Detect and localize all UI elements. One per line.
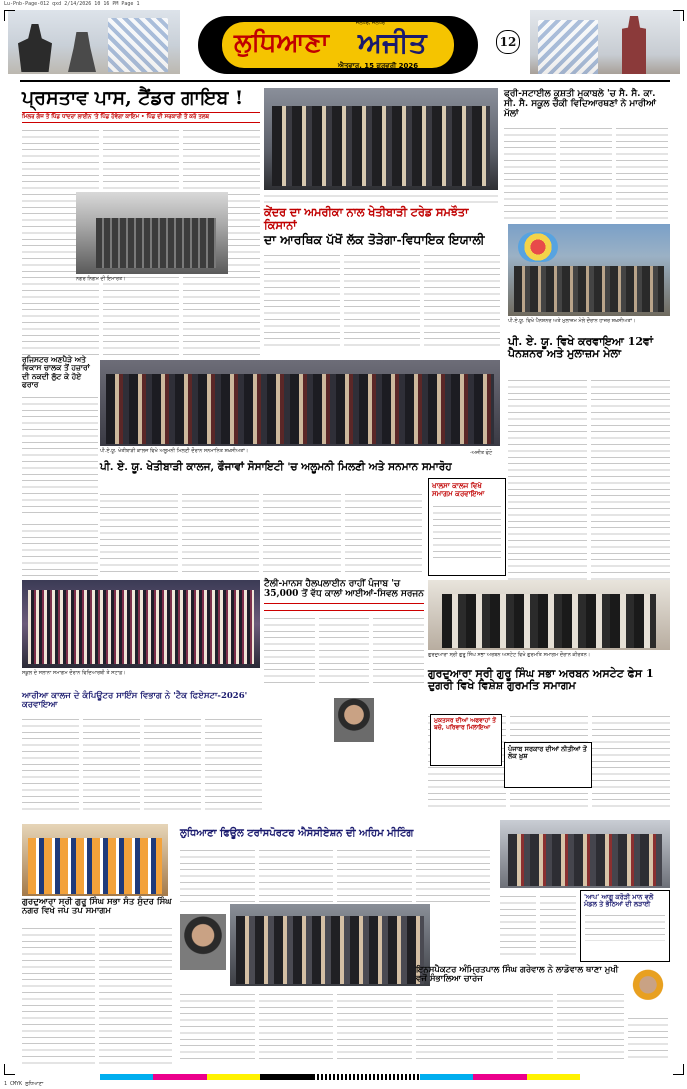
aap-box-headline: 'ਆਪ' ਆਗੂ ਕਰੋੜੀ ਮਾਨ ਵਲੋਂ ਮੰਡਲ ਤੇ ਭੱਠਿਆਂ ਦੀ ਲੜਾਈ [584, 893, 654, 909]
cyan-swatch [100, 1074, 153, 1080]
people-row [508, 834, 662, 886]
text-column [500, 892, 536, 960]
photo-credit: -ਅਜੀਤ ਫੋਟੋ [470, 450, 493, 456]
text-column [560, 124, 612, 224]
top-right-headline: ਫ੍ਰੀ-ਸਟਾਈਲ ਕੁਸ਼ਤੀ ਮੁਕਾਬਲੇ 'ਚ ਸੈ. ਸੈ. ਕਾ. ਸੀ. ਸੈ. ਸਕੂਲ ਚੌਕੀ ਵਿਦਿਆਰਥਣਾਂ ਨੇ ਮਾਰੀਆਂ ਮੱਲਾਂ [504, 89, 656, 119]
text-column [540, 892, 576, 960]
text-column [487, 990, 554, 1062]
small-box-story [430, 714, 502, 766]
fuel-meeting-headline: ਲੁਧਿਆਣਾ ਫਿਊਲ ਟਰਾਂਸਪੋਰਟਰ ਐਸੋਸੀਏਸ਼ਨ ਦੀ ਅਹਿਮ ਮੀਟਿੰਗ [180, 828, 414, 839]
people-row [236, 916, 424, 984]
fuel-meeting-body [180, 846, 490, 902]
robbery-headline: ਰਜਿਸਟਰ ਅਣਪੈੜੇ ਅਤੇ ਵਿਕਾਸ ਚਾਲਕ ਤੋਂ ਹਜ਼ਾਰਾਂ ਦੀ ਨਕਦੀ ਲੁੱਟ ਕੇ ਹੋਏ ਫਰਾਰ [22, 355, 90, 389]
gurdwara-shahid-body [22, 924, 172, 1064]
text-column [433, 502, 501, 562]
statue-silhouette [18, 24, 52, 72]
page-number: 12 [496, 30, 520, 54]
text-column [416, 990, 483, 1062]
text-column [616, 124, 668, 224]
text-column [182, 490, 260, 574]
text-column [373, 614, 424, 684]
pau-mela-photo [508, 224, 670, 316]
text-column [22, 715, 79, 815]
yellow-swatch [207, 1074, 260, 1080]
gurdwara-shahid-photo [22, 824, 168, 896]
text-column [144, 715, 201, 815]
clock-tower-silhouette [614, 16, 654, 74]
text-column [22, 520, 98, 576]
text-column [180, 846, 255, 902]
text-column [259, 846, 334, 902]
mid-box-story [428, 478, 506, 576]
text-column [504, 124, 556, 224]
kisan-story [264, 206, 500, 356]
right-event-photo [500, 820, 670, 888]
portrait-photo [180, 914, 226, 970]
text-column [337, 990, 412, 1062]
tele-story [264, 580, 424, 690]
fuel-meeting-photo [230, 904, 430, 986]
yellow-swatch [527, 1074, 580, 1080]
crop-mark [4, 1064, 15, 1075]
aap-box-story [580, 890, 670, 962]
people-row [272, 106, 490, 186]
print-slug-bottom: 1 CMYK ਲੁਧਿਆਣਾ [4, 1081, 44, 1087]
pau-mela-caption: ਪੀ.ਏ.ਯੂ. ਵਿਖੇ ਪੈਨਸ਼ਨਰ ਅਤੇ ਮੁਲਾਜ਼ਮ ਮੇਲੇ ਦੌਰਾਨ ਹਾਜ਼ਰ ਸ਼ਖ਼ਸੀਅਤਾਂ। [508, 318, 636, 324]
caption-lines [264, 192, 498, 204]
gurdwara-urban-headline: ਗੁਰਦੁਆਰਾ ਸ੍ਰੀ ਗੁਰੂ ਸਿੰਘ ਸਭਾ ਅਰਬਨ ਅਸਟੇਟ ਫੇਸ 1 ਦੁਗਰੀ ਵਿਖੇ ਵਿਸ਼ੇਸ਼ ਗੁਰਮਤਿ ਸਮਾਗਮ [428, 667, 654, 693]
traffic-body [416, 990, 624, 1062]
crop-mark [673, 1064, 684, 1075]
arya-body [22, 715, 262, 815]
side-box-story [504, 742, 592, 788]
print-slug-top: Lu-Pnb-Page-012 qxd 2/14/2026 10 16 PM Page 1 [4, 1, 140, 7]
tele-subhead-rule [264, 603, 424, 611]
top-group-photo [264, 88, 498, 190]
masthead-date: ਐਤਵਾਰ, 15 ਫਰਵਰੀ 2026 [338, 62, 419, 70]
grey-scale-swatch [313, 1074, 420, 1080]
pattern-decoration [538, 20, 598, 74]
top-right-story [504, 90, 668, 220]
pau-mela-body [508, 376, 670, 596]
text-column [180, 990, 255, 1062]
text-column [337, 846, 412, 902]
robbery-story [22, 356, 98, 516]
text-column [345, 490, 423, 574]
right-small-body [500, 892, 576, 960]
lead-headline: ਪ੍ਰਸਤਾਵ ਪਾਸ, ਟੈਂਡਰ ਗਾਇਬ ! [22, 87, 244, 109]
crop-mark [673, 10, 684, 21]
top-right-body [504, 124, 668, 224]
text-column [259, 990, 334, 1062]
kisan-headline-1: ਕੇਂਦਰ ਦਾ ਅਮਰੀਕਾ ਨਾਲ ਖੇਤੀਬਾੜੀ ਟਰੇਡ ਸਮਝੌਤਾ ਕਿਸਾਨਾਂ [264, 205, 469, 232]
gurdwara-urban-caption: ਗੁਰਦੁਆਰਾ ਸ੍ਰੀ ਗੁਰੂ ਸਿੰਘ ਸਭਾ ਅਰਬਨ ਅਸਟੇਟ ਵਿਖੇ ਗੁਰਮਤਿ ਸਮਾਗਮ ਦੌਰਾਨ ਕੀਰਤਨ। [428, 652, 591, 658]
lead-subhead: ਮਿਲਰ ਗੰਜ ਤੋਂ ਪਿੰਡ ਧਾਂਦਰਾ ਲਾਈਨ 'ਤੇ ਪਿੰਡ ਹੋਵੇਗਾ ਕਾਇਮ • ਪਿੰਡ ਦੀ ਸਰਕਾਰੀ ਤੋਂ ਕਰੋ ਤਲਬ [22, 112, 260, 123]
text-column [83, 715, 140, 815]
masthead-tagline: ਜਲੰਧਰ, ਜਲੰਧਰ [356, 20, 385, 26]
text-column [344, 251, 420, 347]
statue-silhouette [68, 32, 96, 72]
lead-story [22, 88, 260, 350]
balloons-shape [518, 232, 558, 262]
text-column [264, 614, 315, 684]
gurdwara-shahid-headline: ਗੁਰਦੁਆਰਾ ਸ੍ਰੀ ਗੁਰੂ ਸਿੰਘ ਸਭਾ ਸੰਤ ਸੁੰਦਰ ਸਿੰਘ ਨਗਰ ਵਿਖੇ ਜਪ ਤਪ ਸਮਾਗਮ [22, 897, 172, 917]
color-registration-bar [100, 1074, 580, 1080]
black-swatch [260, 1074, 313, 1080]
text-column [264, 251, 340, 347]
masthead-paper-name: ਅਜੀਤ [358, 26, 427, 59]
text-column [585, 911, 665, 941]
alumni-body [100, 490, 422, 574]
people-row [514, 266, 664, 312]
text-column [424, 251, 500, 347]
lead-photo [76, 192, 228, 274]
text-column [205, 715, 262, 815]
text-column [319, 614, 370, 684]
text-column [416, 846, 491, 902]
kisan-headline-2: ਦਾ ਆਰਥਿਕ ਪੱਖੋਂ ਲੱਕ ਤੋੜੇਗਾ-ਵਿਧਾਇਕ ਇਯਾਲੀ [264, 232, 485, 248]
mid-box-headline: ਖਾਲਸਾ ਕਾਲਜ ਵਿਖੇ ਸਮਾਗਮ ਕਰਵਾਇਆ [432, 481, 485, 498]
text-column [22, 393, 98, 513]
pau-mela-headline: ਪੀ. ਏ. ਯੂ. ਵਿਖੇ ਕਰਵਾਇਆ 12ਵਾਂ ਪੈਨਸ਼ਨਰ ਅਤੇ ਮੁਲਾਜ਼ਮ ਮੇਲਾ [508, 335, 654, 361]
arya-story [22, 692, 262, 822]
masthead-right-image [530, 10, 680, 74]
gurdwara-urban-photo [428, 580, 670, 650]
people-row [28, 838, 162, 894]
kisan-body [264, 251, 500, 347]
people-row [106, 374, 494, 444]
masthead-left-image [8, 10, 180, 74]
text-column [557, 990, 624, 1062]
cyan-swatch [420, 1074, 473, 1080]
alumni-photo [100, 360, 500, 446]
pattern-decoration [108, 18, 168, 72]
students-photo [22, 580, 260, 668]
portrait-photo [628, 968, 668, 1010]
text-column [100, 490, 178, 574]
masthead-rule [20, 80, 670, 82]
arya-headline: ਆਰੀਆ ਕਾਲਜ ਦੇ ਕੰਪਿਊਟਰ ਸਾਇੰਸ ਵਿਭਾਗ ਨੇ 'ਟੈਕ ਫਿਏਸਟਾ-2026' ਕਰਵਾਇਆ [22, 691, 248, 711]
people-row [442, 594, 656, 648]
text-column [628, 1014, 668, 1062]
masthead-title-frame [198, 16, 478, 74]
crop-mark [4, 10, 15, 21]
text-column [591, 376, 670, 596]
text-column [99, 924, 172, 1064]
text-column [22, 924, 95, 1064]
tele-headline: ਟੈਲੀ-ਮਾਨਸ ਹੈਲਪਲਾਈਨ ਰਾਹੀਂ ਪੰਜਾਬ 'ਚ 35,000 ਤੋਂ ਵੱਧ ਕਾਲਾਂ ਆਈਆਂ-ਸਿਵਲ ਸਰਜਨ [264, 579, 424, 599]
magenta-swatch [473, 1074, 526, 1080]
text-column [263, 490, 341, 574]
masthead [0, 8, 687, 78]
text-column [508, 376, 587, 596]
text-column [592, 712, 670, 812]
alumni-caption: ਪੀ.ਏ.ਯੂ. ਖੇਤੀਬਾੜੀ ਕਾਲਜ ਵਿਖੇ ਅਲੂਮਨੀ ਮਿਲਣੀ ਦੌਰਾਨ ਸਨਮਾਨਿਤ ਸ਼ਖ਼ਸੀਅਤਾਂ। [100, 448, 249, 454]
top-photo-caption [264, 192, 498, 204]
lead-photo-caption: ਨਗਰ ਨਿਗਮ ਦੀ ਇਮਾਰਤ। [76, 276, 126, 282]
side-box-headline: ਪੰਜਾਬ ਸਰਕਾਰ ਦੀਆਂ ਨੀਤੀਆਂ ਤੋਂ ਲੋਕ ਖ਼ੁਸ਼ [508, 745, 587, 761]
traffic-headline: ਇਨਸਪੈਕਟਰ ਅੰਮ੍ਰਿਤਪਾਲ ਸਿੰਘ ਗਰੇਵਾਲ ਨੇ ਲਾਡੋਵਾਲ ਥਾਣਾ ਮੁਖੀ ਵਜੋਂ ਸੰਭਾਲਿਆ ਚਾਰਜ [416, 965, 619, 985]
tele-body [264, 614, 424, 684]
portrait-photo [334, 698, 374, 742]
building-shape [96, 218, 216, 268]
alumni-headline: ਪੀ. ਏ. ਯੂ. ਖੇਤੀਬਾੜੀ ਕਾਲਜ, ਫੌਜਾਵਾਂ ਸੋਸਾਇਟੀ 'ਚ ਅਲੂਮਨੀ ਮਿਲਣੀ ਅਤੇ ਸਨਮਾਨ ਸਮਾਰੋਹ [100, 461, 452, 473]
people-rows [28, 590, 254, 664]
students-caption: ਸਕੂਲ ਦੇ ਸਲਾਨਾ ਸਮਾਗਮ ਦੌਰਾਨ ਵਿਦਿਆਰਥੀ ਤੇ ਸਟਾਫ਼। [22, 670, 126, 676]
masthead-city: ਲੁਧਿਆਣਾ [234, 28, 329, 58]
small-box-headline: ਮੁਕਤਸਰ ਦੀਆਂ ਅਫਵਾਹਾਂ ਤੋਂ ਬਚੋ, ਪਰਿਵਾਰ ਮਿਲਾਇਆ [434, 717, 496, 731]
magenta-swatch [153, 1074, 206, 1080]
